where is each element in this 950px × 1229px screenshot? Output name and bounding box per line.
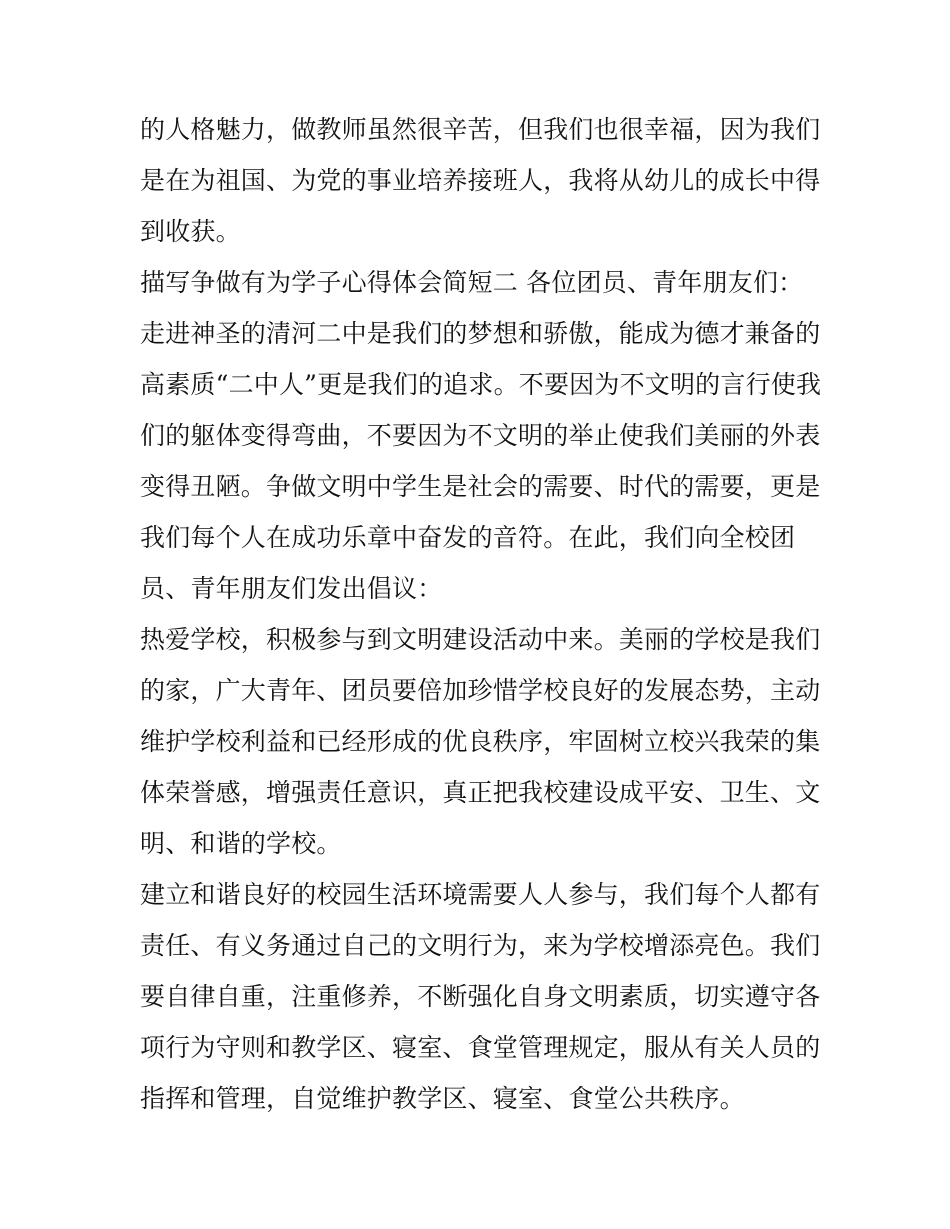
text-line: 明、和谐的学校。 <box>140 829 342 858</box>
text-line: 高素质“二中人”更是我们的追求。不要因为不文明的言行使我 <box>140 370 822 399</box>
section-heading-line: 描写争做有为学子心得体会简短二 各位团员、青年朋友们： <box>140 268 804 297</box>
text-line: 项行为守则和教学区、寝室、食堂管理规定，服从有关人员的 <box>140 1033 821 1062</box>
text-line: 责任、有义务通过自己的文明行为，来为学校增添亮色。我们 <box>140 931 821 960</box>
text-line: 变得丑陋。争做文明中学生是社会的需要、时代的需要，更是 <box>140 472 821 501</box>
text-line: 要自律自重，注重修养，不断强化自身文明素质，切实遵守各 <box>140 982 821 1011</box>
text-line: 到收获。 <box>140 217 241 246</box>
text-line: 的家，广大青年、团员要倍加珍惜学校良好的发展态势，主动 <box>140 676 821 705</box>
text-line: 指挥和管理，自觉维护教学区、寝室、食堂公共秩序。 <box>140 1084 745 1113</box>
document-body <box>140 104 820 1124</box>
text-line: 热爱学校，积极参与到文明建设活动中来。美丽的学校是我们 <box>140 625 821 654</box>
text-line: 的人格魅力，做教师虽然很辛苦，但我们也很幸福，因为我们 <box>140 115 821 144</box>
text-line: 建立和谐良好的校园生活环境需要人人参与，我们每个人都有 <box>140 880 821 909</box>
text-line: 是在为祖国、为党的事业培养接班人，我将从幼儿的成长中得 <box>140 166 821 195</box>
text-line: 员、青年朋友们发出倡议： <box>140 574 443 603</box>
text-line: 维护学校利益和已经形成的优良秩序，牢固树立校兴我荣的集 <box>140 727 821 756</box>
text-line: 体荣誉感，增强责任意识，真正把我校建设成平安、卫生、文 <box>140 778 821 807</box>
text-line: 们的躯体变得弯曲，不要因为不文明的举止使我们美丽的外表 <box>140 421 821 450</box>
text-line: 我们每个人在成功乐章中奋发的音符。在此，我们向全校团 <box>140 523 796 552</box>
text-line: 走进神圣的清河二中是我们的梦想和骄傲，能成为德才兼备的 <box>140 319 821 348</box>
